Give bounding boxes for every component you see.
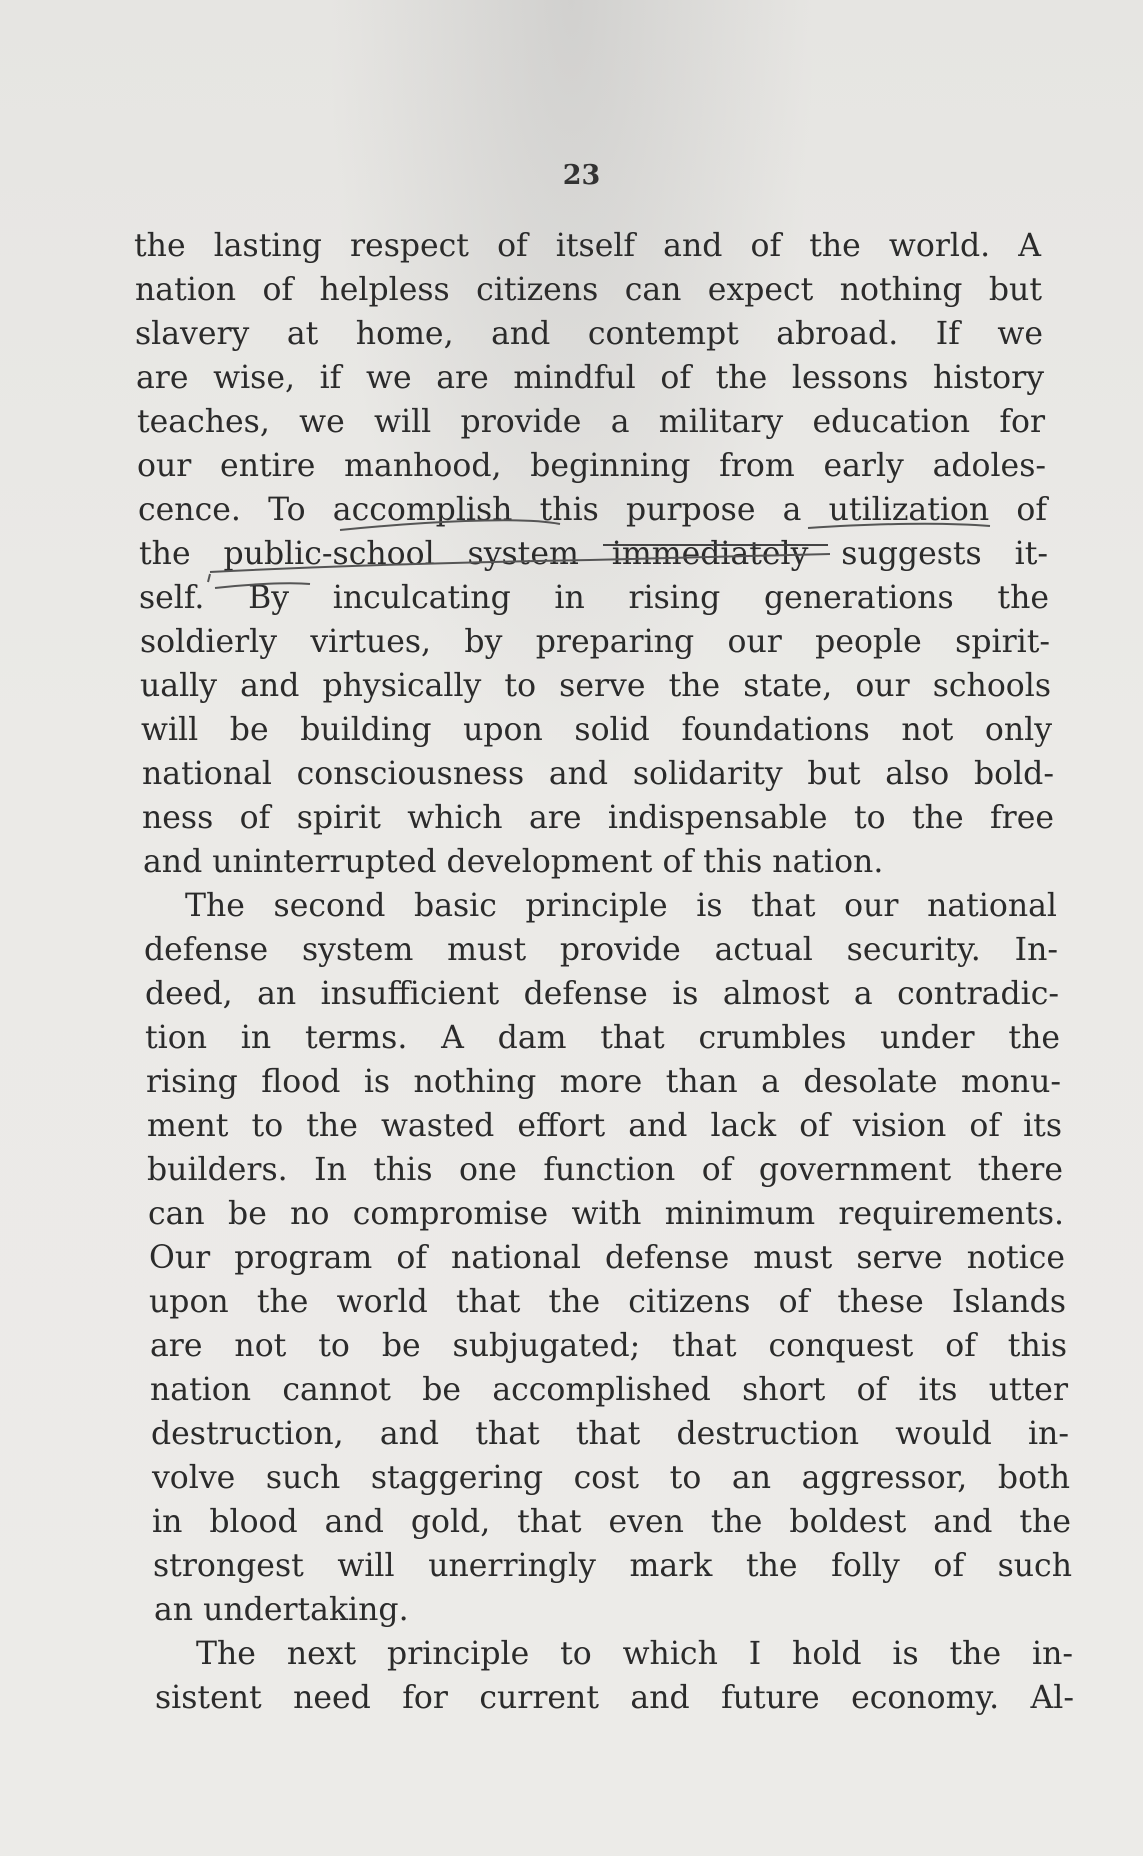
text-line: nation of helpless citizens can expect nothing but [135, 272, 1042, 308]
text-line: the lasting respect of itself and of the world. A [134, 228, 1041, 264]
text-line: ness of spirit which are indispensable to the free [142, 800, 1054, 836]
text-line: national consciousness and solidarity but also bold- [142, 756, 1054, 792]
text-line: builders. In this one function of government there [147, 1152, 1063, 1188]
text-line: The next principle to which I hold is the in- [196, 1636, 1073, 1672]
text-line: tion in terms. A dam that crumbles under the [145, 1020, 1060, 1056]
text-line: The second basic principle is that our national [185, 888, 1057, 924]
text-line: Our program of national defense must serve notice [149, 1240, 1065, 1276]
text-line: are not to be subjugated; that conquest of this [150, 1328, 1067, 1364]
text-line: slavery at home, and contempt abroad. If we [135, 316, 1043, 352]
text-line: defense system must provide actual security. In- [144, 932, 1058, 968]
text-line: can be no compromise with minimum requirements. [148, 1196, 1064, 1232]
text-line: are wise, if we are mindful of the lessons history [136, 360, 1044, 396]
text-line: in blood and gold, that even the boldest and the [152, 1504, 1071, 1540]
text-line: strongest will unerringly mark the folly of such [153, 1548, 1072, 1584]
text-line: soldierly virtues, by preparing our people spirit- [140, 624, 1050, 660]
text-line: rising flood is nothing more than a desolate monu- [146, 1064, 1061, 1100]
text-line: deed, an insufficient defense is almost a contradic- [145, 976, 1059, 1012]
text-line: self. By inculcating in rising generations the [139, 580, 1049, 616]
text-line: will be building upon solid foundations not only [141, 712, 1052, 748]
text-line: cence. To accomplish this purpose a utilization of [138, 492, 1047, 528]
text-line: destruction, and that that destruction would in- [151, 1416, 1069, 1452]
text-line: ually and physically to serve the state, our schools [140, 668, 1051, 704]
text-line: an undertaking. [154, 1592, 409, 1628]
text-line: upon the world that the citizens of these Islands [149, 1284, 1066, 1320]
page-number: 23 [562, 160, 601, 191]
text-line: sistent need for current and future economy. Al- [155, 1680, 1074, 1716]
text-line: our entire manhood, beginning from early adoles- [137, 448, 1046, 484]
text-line: and uninterrupted development of this nation. [143, 844, 884, 880]
text-line: the public-school system immediately suggests it- [139, 536, 1048, 572]
text-line: teaches, we will provide a military education for [137, 404, 1045, 440]
text-line: nation cannot be accomplished short of its utter [150, 1372, 1068, 1408]
text-line: ment to the wasted effort and lack of vision of its [147, 1108, 1062, 1144]
text-line: volve such staggering cost to an aggressor, both [152, 1460, 1070, 1496]
